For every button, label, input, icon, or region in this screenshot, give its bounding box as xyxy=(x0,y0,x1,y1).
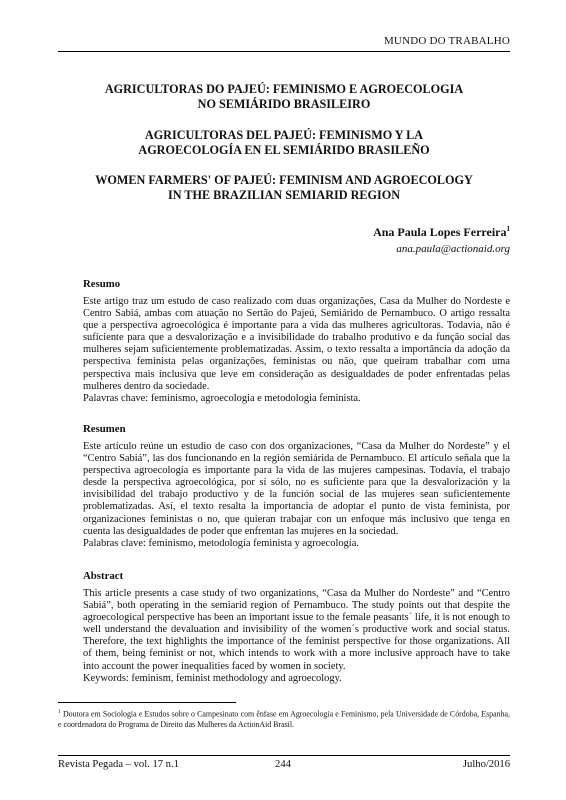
footnote xyxy=(58,707,510,731)
resumo-keywords: Palavras chave: feminismo, agroecologia e metodologia feminista. xyxy=(83,392,361,404)
resumo-body: Este artigo traz um estudo de caso realizado com duas organizações, Casa da Mulher do Nordeste e Centro Sabiá, ambas com atuação no Sertão do Pajeú, Semiárido de Pernambuco. O artigo ressalta que a perspectiva agroecológica é importante para a vida das mulheres agricultoras. Todavia, não é suficiente para que a desvalorização e a invisibilidade do trabalho produtivo e da função social das mulheres sejam suficientemente problematizadas. Assim, o texto ressalta a importância da adoção da perspectiva feminista pelas organizações, feministas ou não, que queiram trabalhar com uma perspectiva mais inclusiva que leve em consideração as desigualdades de poder enfrentadas pelas mulheres dentro da sociedade. xyxy=(83,296,510,392)
abstract-heading: Abstract xyxy=(83,570,124,582)
resumen-body: Este artículo reúne un estudio de caso con dos organizaciones, “Casa da Mulher do Nordeste” y el “Centro Sabiá”, las dos funcionando en la región semiárida de Pernambuco. El artículo señala que la perspectiva agroecología es importante para la vida de las mujeres campesinas. Todavía, el trabajo desde la perspectiva agroecológica, por sí sólo, no es suficiente para que la desvalorización y la invisibilidad del trabajo productivo y de la función social de las mujeres sean suficientemente problematizadas. Así, el texto resalta la importancia de adoptar el punto de vista feminista, por organizaciones feministas o no, que quieran trabajar con un enfoque más inclusivo que tenga en cuenta las desigualdades de poder que enfrentan las mujeres en la sociedad. xyxy=(83,441,510,537)
author-footnote-mark[interactable]: 1 xyxy=(506,225,510,233)
footer-page-number: 244 xyxy=(275,759,291,770)
footer-date: Julho/2016 xyxy=(462,759,510,770)
resumen-paragraph xyxy=(83,441,510,550)
abstract-paragraph xyxy=(83,588,510,685)
footer-journal: Revista Pegada – vol. 17 n.1 xyxy=(58,759,179,770)
author-name: Ana Paula Lopes Ferreira xyxy=(373,225,507,239)
footnote-mark: 1 xyxy=(58,709,61,715)
header-rule xyxy=(58,51,510,52)
title-portuguese: AGRICULTORAS DO PAJEÚ: FEMINISMO E AGROECOLOGIA NO SEMIÁRIDO BRASILEIRO xyxy=(104,82,464,111)
title-spanish: AGRICULTORAS DEL PAJEÚ: FEMINISMO Y LA AGROECOLOGÍA EN EL SEMIÁRIDO BRASILEÑO xyxy=(138,128,430,157)
abstract-body: This article presents a case study of two organizations, “Casa da Mulher do Nordeste” and “Centro Sabiá”, both operating in the semiarid region of Pernambuco. The study points out that despite the agroecological perspective has been an important issue to the female peasants´ life, it is not enough to well understand the devaluation and invisibility of the women´s productive work and social status. Therefore, the text highlights the importance of the feminist perspective for those organizations. All of them, being feminist or not, which intends to work with a more inclusive approach have to take into account the power inequalities faced by women in society. xyxy=(83,588,510,672)
title-english: WOMEN FARMERS' OF PAJEÚ: FEMINISM AND AGROECOLOGY IN THE BRAZILIAN SEMIARID REGION xyxy=(95,173,473,202)
author-email[interactable]: ana.paula@actionaid.org xyxy=(396,243,510,255)
resumo-paragraph xyxy=(83,296,510,405)
author-block xyxy=(373,225,510,240)
footnote-rule xyxy=(58,702,236,703)
resumo-heading: Resumo xyxy=(83,278,121,290)
footnote-text: Doutora em Sociologia e Estudos sobre o Campesinato com ênfase em Agroecologia e Feminismo, pela Universidade de Córdoba, Espanha, e coordenadora do Programa de Direito das Mulheres da ActionAid Brasil. xyxy=(58,709,510,730)
resumen-heading: Resumen xyxy=(83,423,126,435)
resumen-keywords: Palabras clave: feminismo, metodología feminista y agroecología. xyxy=(83,537,359,549)
footer-rule xyxy=(58,755,510,756)
abstract-keywords: Keywords: feminism, feminist methodology and agroecology. xyxy=(83,672,342,684)
running-head: MUNDO DO TRABALHO xyxy=(383,35,510,47)
